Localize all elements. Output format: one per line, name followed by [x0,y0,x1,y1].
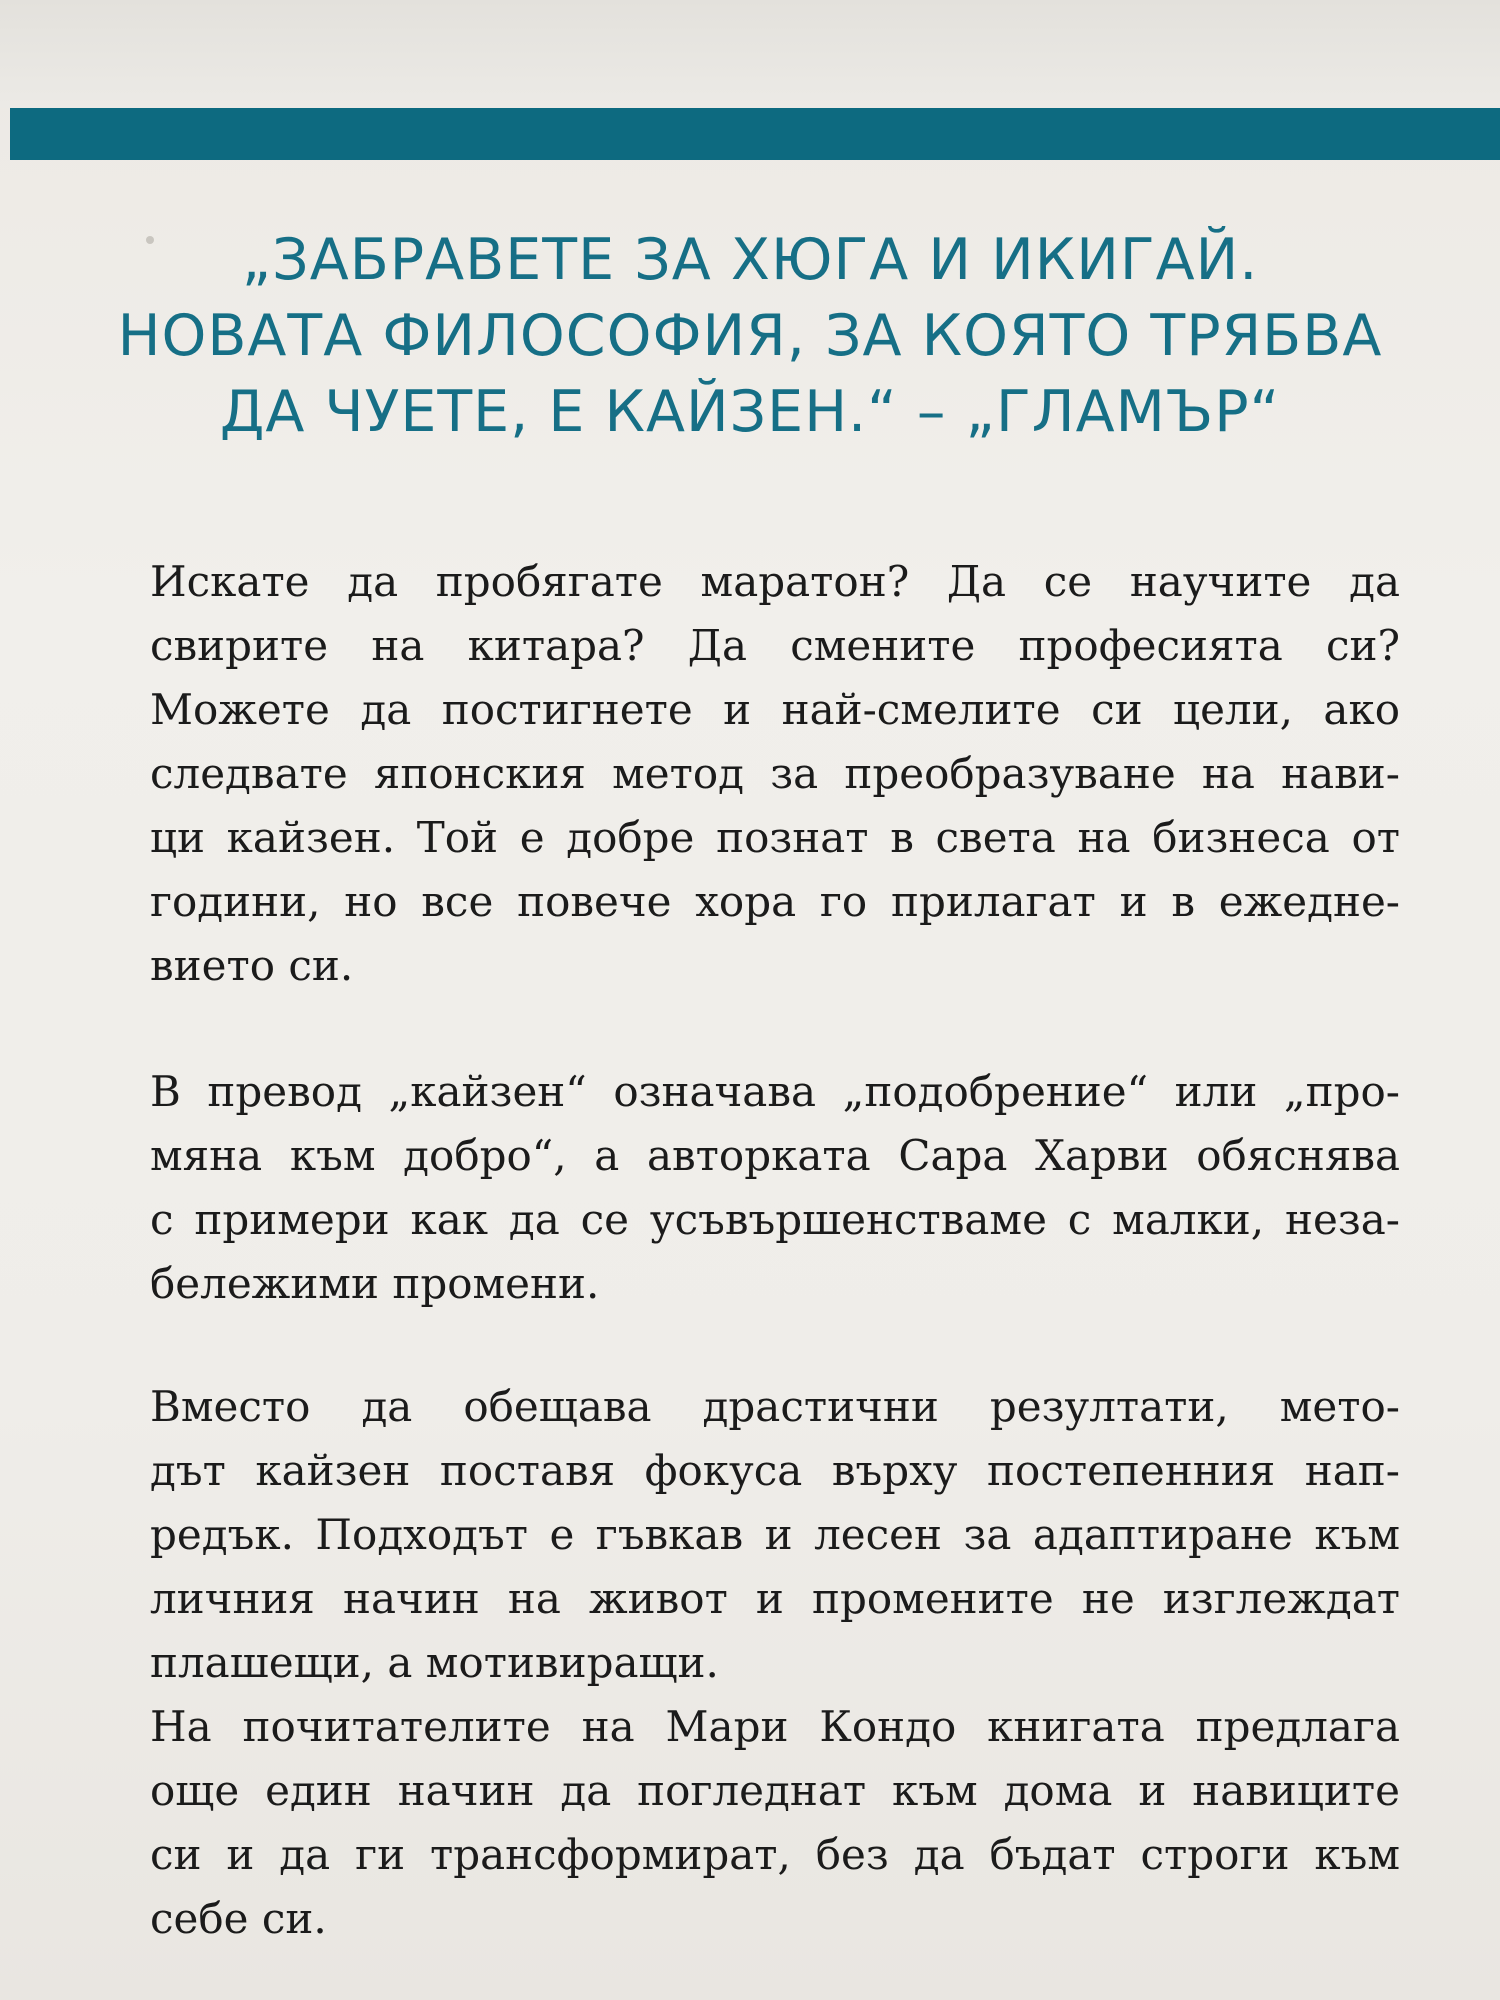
paragraph-2 [150,1060,1400,1316]
text-line: На почитателите на Мари Кондо книгата предлага [150,1702,1400,1751]
quote-line: ДА ЧУЕТЕ, Е КАЙЗЕН.“ – „ГЛАМЪР“ [219,379,1281,445]
text-line: си и да ги трансформират, без да бъдат строги към [150,1830,1400,1879]
text-line: още един начин да погледнат към дома и навиците [150,1766,1400,1815]
text-line: Искате да пробягате маратон? Да се научите да [150,557,1400,606]
text-line: Можете да постигнете и най-смелите си цели, ако [150,685,1400,734]
text-line: с примери как да се усъвършенстваме с малки, неза- [150,1195,1400,1244]
text-line: мяна към добро“, а авторката Сара Харви обяснява [150,1131,1400,1180]
accent-bar [10,108,1500,160]
text-line: вието си. [150,941,354,990]
cover-top-edge [0,0,1500,108]
quote-line: „ЗАБРАВЕТЕ ЗА ХЮГА И ИКИГАЙ. [241,227,1259,293]
paragraph-3 [150,1375,1400,1695]
paragraph-4 [150,1695,1400,1951]
text-line: ци кайзен. Той е добре познат в света на бизнеса от [150,813,1400,862]
text-line: бележими промени. [150,1259,600,1308]
text-line: В превод „кайзен“ означава „подобрение“ или „про- [150,1067,1400,1116]
text-line: години, но все повече хора го прилагат и в ежедне- [150,877,1400,926]
quote-line: НОВАТА ФИЛОСОФИЯ, ЗА КОЯТО ТРЯБВА [117,303,1383,369]
text-line: следвате японския метод за преобразуване на нави- [150,749,1400,798]
text-line: себе си. [150,1894,327,1943]
text-line: плашещи, а мотивиращи. [150,1638,719,1687]
text-line: дът кайзен поставя фокуса върху постепенния нап- [150,1446,1400,1495]
paragraph-1 [150,550,1400,998]
press-quote [40,222,1460,450]
text-line: личния начин на живот и промените не изглеждат [150,1574,1400,1623]
text-line: редък. Подходът е гъвкав и лесен за адаптиране към [150,1510,1400,1559]
text-line: Вместо да обещава драстични резултати, мето- [150,1382,1400,1431]
text-line: свирите на китара? Да смените професията си? [150,621,1400,670]
